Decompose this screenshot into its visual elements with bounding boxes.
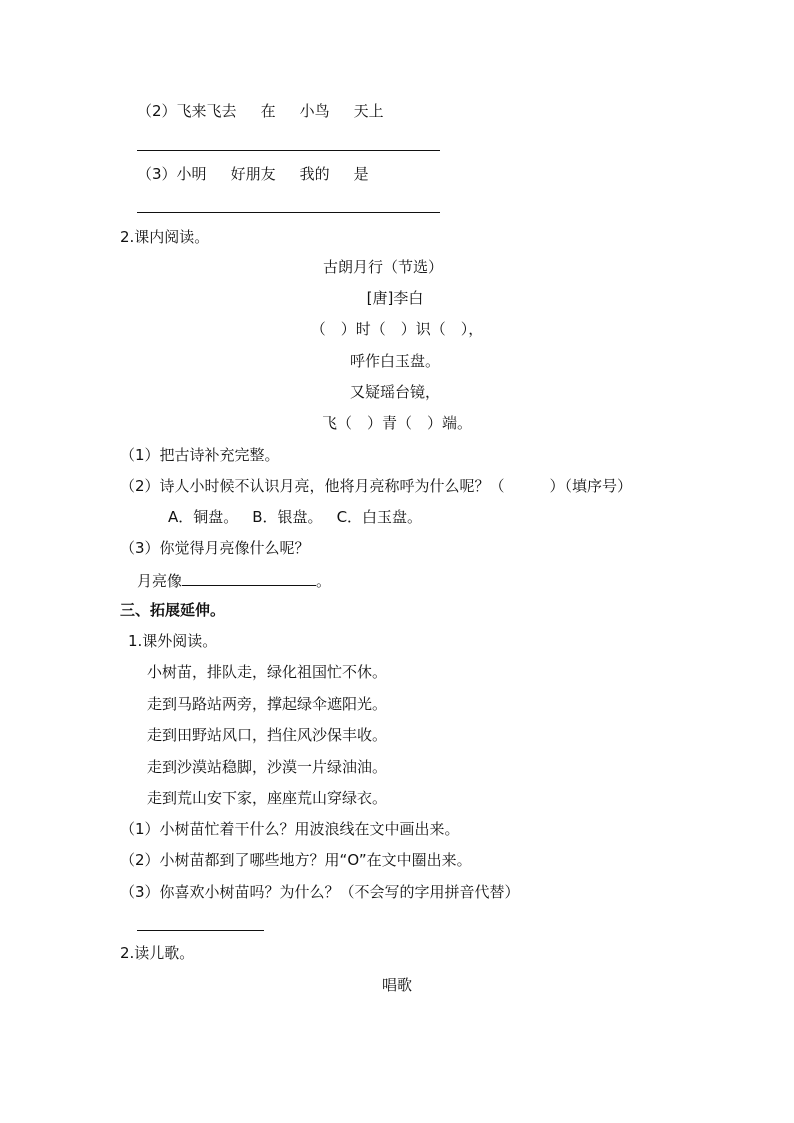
section-heading: 2.课内阅读。 [120,228,210,246]
reorder-question-3 [137,167,369,182]
question: （2）诗人小时候不认识月亮，他将月亮称呼为什么呢？（ ）（填序号） [120,477,633,495]
poem-title: 古朗月行（节选） [322,258,443,276]
word: 飞来飞去 [176,102,237,120]
poem-line: （ ）时（ ）识（ ）， [310,320,484,338]
answer-line[interactable] [137,212,440,213]
reorder-question-2 [137,104,384,119]
subsection-heading: 1.课外阅读。 [128,632,218,650]
answer-suffix: 。 [316,572,332,590]
question: （2）小树苗都到了哪些地方？用“O”在文中圈出来。 [120,851,472,869]
word: 小明 [176,165,207,183]
word: 我的 [299,165,330,183]
question: （1）把古诗补充完整。 [120,446,280,464]
option-b[interactable]: B．银盘。 [252,508,323,526]
passage-line: 走到田野站风口，挡住风沙保丰收。 [147,726,388,744]
question-number: （2） [137,102,177,120]
question: （3）你觉得月亮像什么呢？ [120,539,310,557]
poem-line: 呼作白玉盘。 [349,352,440,370]
poem-author: [唐]李白 [366,289,424,307]
word: 天上 [353,102,384,120]
option-a[interactable]: A．铜盘。 [168,508,239,526]
poem-line: 飞（ ）青（ ）端。 [321,414,472,432]
answer-line[interactable] [137,150,440,151]
answer-row [137,572,331,589]
question: （1）小树苗忙着干什么？用波浪线在文中画出来。 [120,820,460,838]
poem-line: 又疑瑶台镜， [349,383,440,401]
subsection-heading: 2.读儿歌。 [120,944,195,962]
question-number: （3） [137,165,177,183]
passage-line: 走到荒山安下家，座座荒山穿绿衣。 [147,789,388,807]
passage-line: 走到马路站两旁，撑起绿伞遮阳光。 [147,695,388,713]
word: 是 [353,165,369,183]
answer-prefix: 月亮像 [137,572,183,590]
answer-line[interactable] [137,930,264,931]
question: （3）你喜欢小树苗吗？为什么？（不会写的字用拼音代替） [120,883,520,901]
answer-blank[interactable] [182,572,316,586]
word: 好朋友 [230,165,276,183]
song-title: 唱歌 [381,976,412,994]
section-heading: 三、拓展延伸。 [120,601,226,619]
word: 小鸟 [299,102,330,120]
passage-line: 小树苗，排队走，绿化祖国忙不休。 [147,663,388,681]
option-c[interactable]: C．白玉盘。 [336,508,423,526]
options [168,510,422,525]
word: 在 [260,102,276,120]
passage-line: 走到沙漠站稳脚，沙漠一片绿油油。 [147,758,388,776]
